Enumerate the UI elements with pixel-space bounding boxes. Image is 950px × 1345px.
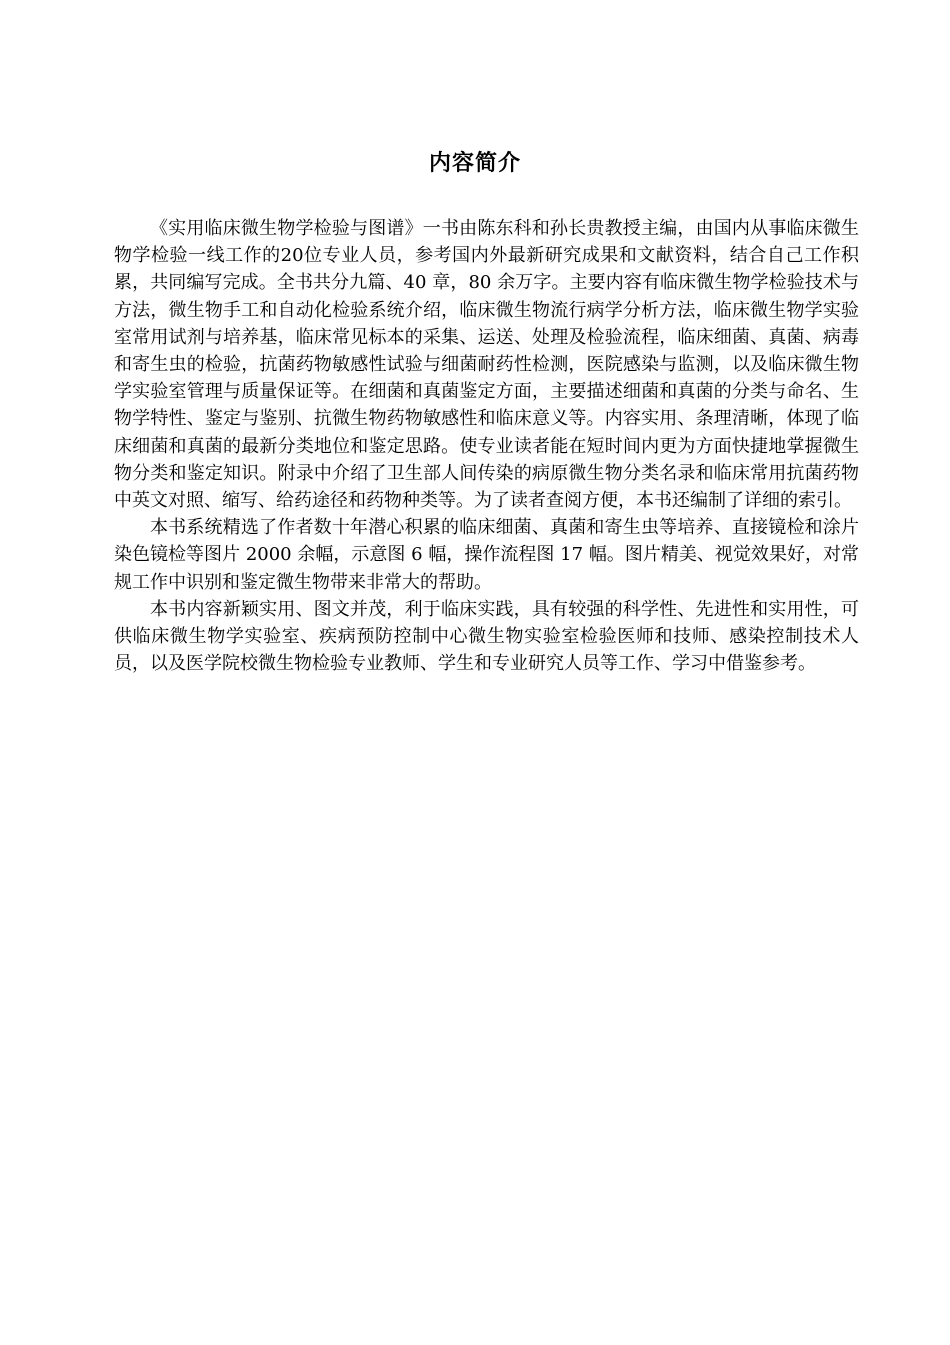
body-text	[114, 215, 859, 677]
paragraph: 《实用临床微生物学检验与图谱》一书由陈东科和孙长贵教授主编，由国内从事临床微生物学检验一线工作的20位专业人员，参考国内外最新研究成果和文献资料，结合自己工作积累，共同编写完成。全书共分九篇、40 章，80 余万字。主要内容有临床微生物学检验技术与方法，微生物手工和自动化检验系统介绍，临床微生物流行病学分析方法，临床微生物学实验室常用试剂与培养基，临床常见标本的采集、运送、处理及检验流程，临床细菌、真菌、病毒和寄生虫的检验，抗菌药物敏感性试验与细菌耐药性检测，医院感染与监测，以及临床微生物学实验室管理与质量保证等。在细菌和真菌鉴定方面，主要描述细菌和真菌的分类与命名、生物学特性、鉴定与鉴别、抗微生物药物敏感性和临床意义等。内容实用、条理清晰，体现了临床细菌和真菌的最新分类地位和鉴定思路。使专业读者能在短时间内更为方面快捷地掌握微生物分类和鉴定知识。附录中介绍了卫生部人间传染的病原微生物分类名录和临床常用抗菌药物中英文对照、缩写、给药途径和药物种类等。为了读者查阅方便，本书还编制了详细的索引。	[114, 218, 859, 512]
paragraph: 本书内容新颖实用、图文并茂，利于临床实践，具有较强的科学性、先进性和实用性，可供临床微生物学实验室、疾病预防控制中心微生物实验室检验医师和技师、感染控制技术人员，以及医学院校微生物检验专业教师、学生和专业研究人员等工作、学习中借鉴参考。	[114, 598, 859, 675]
paragraph: 本书系统精选了作者数十年潜心积累的临床细菌、真菌和寄生虫等培养、直接镜检和涂片染色镜检等图片 2000 余幅，示意图 6 幅，操作流程图 17 幅。图片精美、视觉效果好，对常规工作中识别和鉴定微生物带来非常大的帮助。	[114, 517, 859, 593]
page-title: 内容简介	[428, 151, 521, 176]
